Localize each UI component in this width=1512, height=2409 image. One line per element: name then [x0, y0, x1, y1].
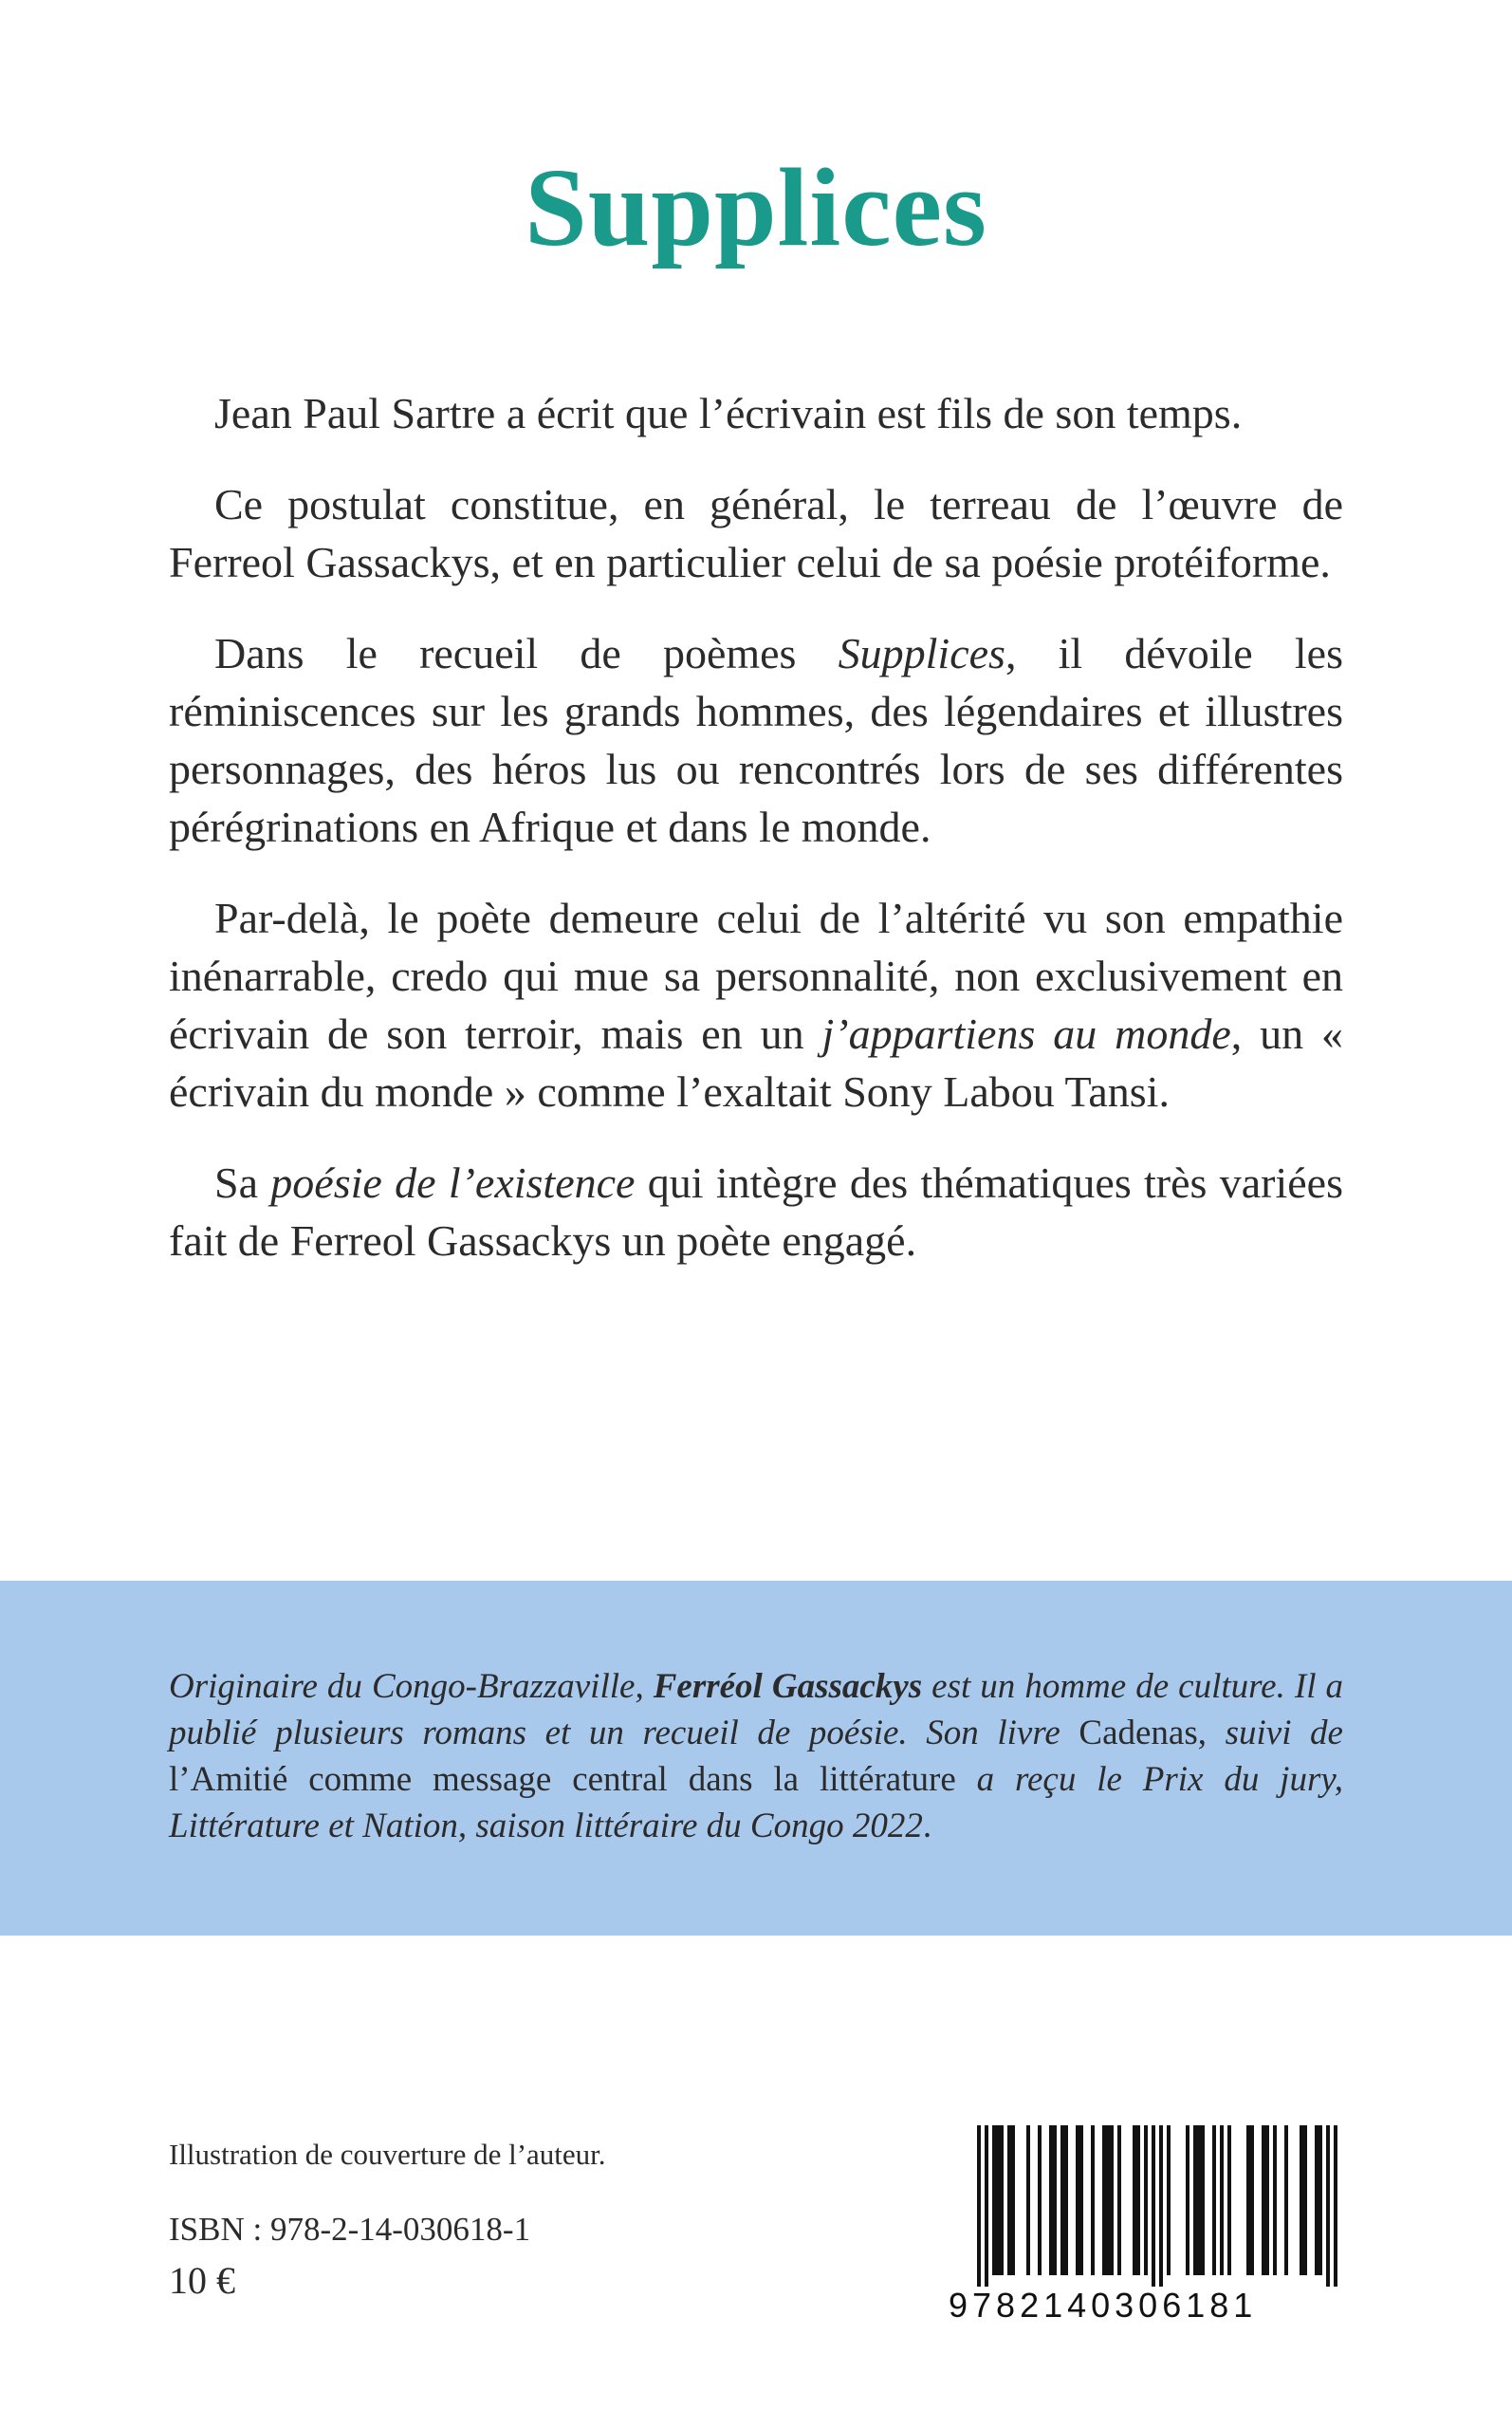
bio-book-title-2: l’Amitié comme message central dans la littérature — [169, 1760, 956, 1799]
barcode-bar — [1193, 2125, 1197, 2275]
barcode-bar — [1159, 2125, 1163, 2287]
barcode-bar — [996, 2125, 1000, 2275]
barcode-bar — [1246, 2125, 1250, 2275]
barcode-bar — [1060, 2125, 1064, 2275]
paragraph-5-emphasis: poésie de l’existence — [270, 1158, 636, 1207]
barcode — [949, 2125, 1347, 2325]
barcode-bar — [1091, 2125, 1095, 2275]
paragraph-5-text-a: Sa — [214, 1158, 271, 1207]
cover-credit: Illustration de couverture de l’auteur. — [169, 2138, 606, 2171]
barcode-bar — [1284, 2125, 1288, 2275]
paragraph-3-text-b: , il dévoile les réminiscences sur les grands hommes, des légendaires et illustres personnages, des héros lus ou rencontrés lors de ses différentes pérégrinations en Afrique et dans le monde. — [169, 629, 1343, 851]
paragraph-4-text-b: , un « écrivain du monde » comme l’exaltait Sony Labou Tansi. — [169, 1010, 1344, 1116]
back-cover-blurb — [169, 384, 1343, 1303]
barcode-bars — [949, 2125, 1347, 2287]
barcode-bar — [1026, 2125, 1030, 2275]
barcode-bar — [1318, 2125, 1322, 2275]
barcode-bar — [1076, 2125, 1079, 2275]
barcode-bar — [1136, 2125, 1140, 2275]
barcode-bar — [1220, 2125, 1224, 2275]
barcode-bar — [1334, 2125, 1337, 2287]
barcode-bar — [1011, 2125, 1015, 2275]
barcode-bar — [1110, 2125, 1114, 2275]
paragraph-2: Ce postulat constitue, en général, le terreau de l’œuvre de Ferreol Gassackys, et en particulier celui de sa poésie protéiforme. — [169, 480, 1343, 586]
barcode-bar — [1227, 2125, 1231, 2275]
barcode-bar — [1102, 2125, 1106, 2275]
bio-text-b: est un homme de culture. Il a publié plusieurs romans et un recueil de poésie. Son livre — [169, 1667, 1344, 1752]
barcode-bar — [1007, 2125, 1011, 2275]
paragraph-3-emphasis: Supplices — [838, 629, 1005, 677]
barcode-bar — [1064, 2125, 1068, 2275]
paragraph-4-emphasis: j’appartiens au monde — [821, 1010, 1231, 1058]
author-bio — [169, 1663, 1343, 1849]
barcode-bar — [1303, 2125, 1307, 2275]
paragraph-5-text-b: qui intègre des thématiques très variées fait de Ferreol Gassackys un poète engagé. — [169, 1158, 1343, 1265]
barcode-bar — [1038, 2125, 1042, 2275]
paragraph-1: Jean Paul Sartre a écrit que l’écrivain est fils de son temps. — [214, 389, 1243, 437]
paragraph-4-text-a: Par-delà, le poète demeure celui de l’altérité vu son empathie inénarrable, credo qui mue sa personnalité, non exclusivement en écrivain de son terroir, mais en un — [169, 894, 1343, 1058]
bio-text-c: suivi de — [1207, 1714, 1343, 1752]
paragraph-5 — [169, 1154, 1343, 1269]
bio-text-d: a reçu le Prix du jury, Littérature et Nation, saison littéraire du Congo 2022 — [169, 1760, 1343, 1845]
barcode-bar — [1133, 2125, 1136, 2275]
barcode-bar — [977, 2125, 981, 2287]
barcode-bar — [1053, 2125, 1057, 2275]
barcode-bar — [1326, 2125, 1330, 2287]
paragraph-3 — [169, 624, 1343, 856]
barcode-bar — [1167, 2125, 1171, 2275]
barcode-bar — [1197, 2125, 1201, 2275]
barcode-bar — [1262, 2125, 1265, 2275]
barcode-bar — [1186, 2125, 1189, 2275]
bio-author-name: Ferréol Gassackys — [653, 1667, 923, 1706]
barcode-bar — [1212, 2125, 1216, 2275]
barcode-bar — [1144, 2125, 1148, 2275]
barcode-bar — [1152, 2125, 1155, 2287]
barcode-bar — [1265, 2125, 1269, 2275]
book-title: Supplices — [525, 145, 987, 269]
barcode-bar — [1201, 2125, 1205, 2275]
barcode-bar — [1079, 2125, 1083, 2275]
isbn: ISBN : 978-2-14-030618-1 — [169, 2211, 531, 2248]
price: 10 € — [169, 2259, 235, 2302]
author-bio-band — [0, 1581, 1512, 1936]
barcode-digits: 9782140306181 — [949, 2286, 1258, 2325]
bio-text-end: . — [922, 1807, 932, 1845]
paragraph-3-text-a: Dans le recueil de poèmes — [214, 629, 839, 677]
barcode-bar — [1000, 2125, 1004, 2275]
bio-book-title-1: Cadenas, — [1079, 1714, 1207, 1752]
barcode-bar — [1106, 2125, 1110, 2275]
bio-text-a: Originaire du Congo-Brazzaville, — [169, 1667, 654, 1706]
barcode-bar — [985, 2125, 988, 2287]
barcode-bar — [1300, 2125, 1303, 2275]
barcode-bar — [992, 2125, 996, 2275]
barcode-bar — [1315, 2125, 1318, 2275]
barcode-bar — [1049, 2125, 1053, 2275]
barcode-bar — [1117, 2125, 1121, 2275]
barcode-bar — [1250, 2125, 1254, 2275]
paragraph-4 — [169, 889, 1343, 1121]
barcode-bar — [1273, 2125, 1277, 2275]
